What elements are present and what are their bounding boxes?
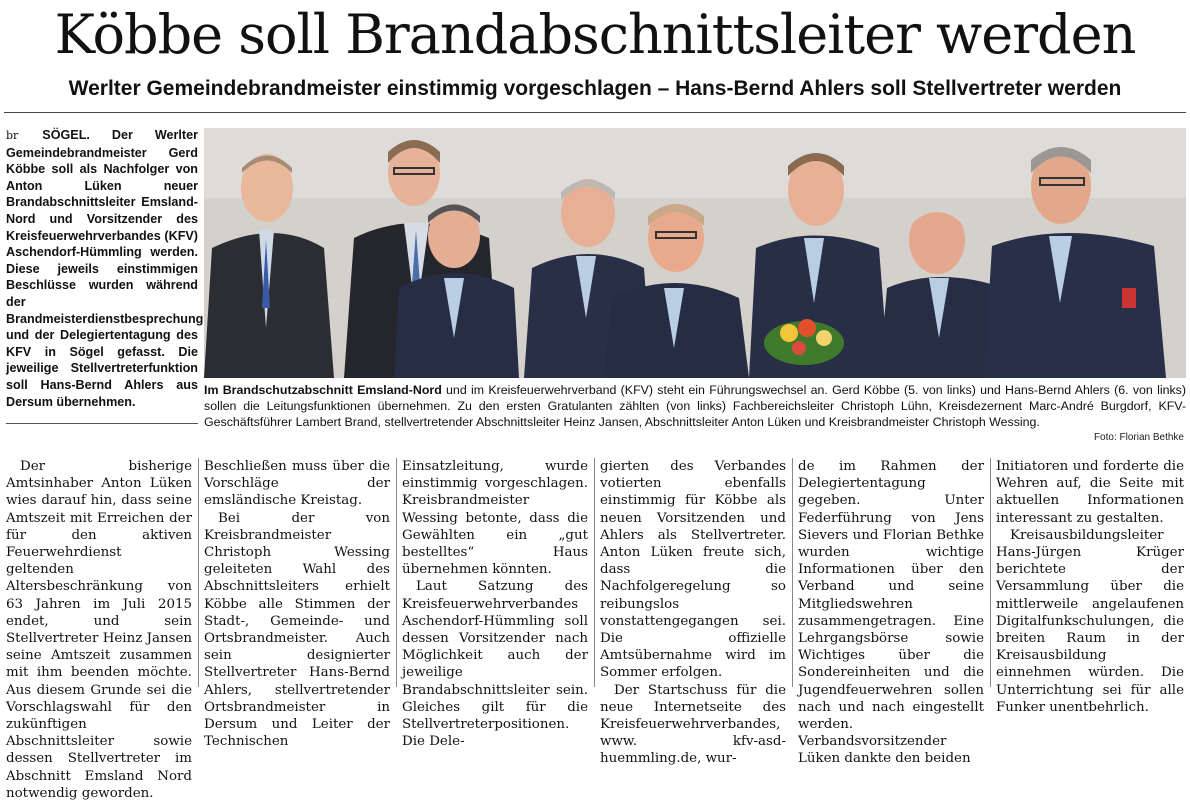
article-column-4 — [600, 458, 786, 768]
paragraph: Beschließen muss über die Vorschläge der emsländische Kreistag. — [204, 459, 390, 509]
column-divider — [792, 458, 793, 687]
paragraph: Bei der von Kreisbrandmeister Christoph Wessing geleiteten Wahl des Abschnittsleiters erhielt Köbbe alle Stimmen der Stadt-, Gemeinde- und Ortsbrandmeister. Auch sein designierter Stellvertreter Hans-Bernd Ahlers, stellvertretender Ortsbrandmeister in Dersum und Leiter der Technischen — [204, 510, 390, 750]
article-column-2 — [204, 458, 390, 750]
paragraph: Initiatoren und forderte die Wehren auf, die Seite mit aktuellen Informationen interessant zu gestalten. — [996, 459, 1184, 526]
paragraph: Laut Satzung des Kreisfeuerwehrverbandes Aschendorf-Hümmling soll dessen Vorsitzender nach Möglichkeit auch der jeweilige Brandabschnittsleiter sein. Gleiches gilt für die Stellvertreterpositionen. Die Dele- — [402, 579, 588, 750]
group-photo-illustration — [204, 128, 1186, 378]
paragraph: Kreisausbildungsleiter Hans-Jürgen Krüger berichtete der Versammlung über die mittlerweile angelaufenen Digitalfunkschulungen, die breiten Raum in der Kreisausbildung einnehmen würden. Die Unterrichtung sei für alle Funker unentbehrlich. — [996, 527, 1184, 715]
photo-caption — [204, 382, 1186, 431]
paragraph: Der bisherige Amtsinhaber Anton Lüken wies darauf hin, dass seine Amtszeit mit Erreichen der für den aktiven Feuerwehrdienst geltenden Altersbeschränkung von 63 Jahren im Juli 2015 endet, und sein Stellvertreter Heinz Jansen seine Amtszeit zusammen mit ihm beenden möchte. Aus diesem Grunde sei die Vorschlagswahl für den zukünftigen Abschnittsleiter sowie dessen Stellvertreter im Abschnitt Emsland Nord notwendig geworden. — [6, 459, 192, 801]
paragraph: gierten des Verbandes votierten ebenfalls einstimmig für Köbbe als neuen Vorsitzenden und Ahlers als Stellvertreter. Anton Lüken freute sich, dass die Nachfolgeregelung so reibungslos vonstattengegangen sei. Die offizielle Amtsübernahme wird im Sommer erfolgen. — [600, 459, 786, 681]
lead-text: SÖGEL. Der Werlter Gemeindebrandmeister Gerd Köbbe soll als Nachfolger von Anton Lüken neuer Brandabschnittsleiter Emsland-Nord und Vorsitzender des Kreisfeuerwehrverbandes (KFV) Aschendorf-Hümmling werden. Diese jeweils einstimmigen Beschlüsse wurden während der Brandmeisterdienstbesprechung und der Delegiertentagung des KFV in Sögel gefasst. Die jeweilige Stellvertreterfunktion soll Hans-Bernd Ahlers aus Dersum übernehmen. — [6, 128, 204, 409]
column-divider — [990, 458, 991, 687]
caption-lead: Im Brandschutzabschnitt Emsland-Nord — [204, 383, 442, 397]
group-photo — [204, 128, 1186, 378]
article-column-6 — [996, 458, 1184, 716]
column-divider — [594, 458, 595, 687]
column-divider — [396, 458, 397, 687]
paragraph: de im Rahmen der Delegiertentagung gegeben. Unter Federführung von Jens Sievers und Florian Bethke wurden wichtige Informationen über den Verband und seine Mitgliedswehren zusammengetragen. Eine Lehrgangsbörse sowie Wichtiges über die Sondereinheiten und die Jugendfeuerwehren sollen nach und nach eingestellt werden. Verbandsvorsitzender Lüken dankte den beiden — [798, 459, 984, 767]
column-divider — [198, 458, 199, 687]
paragraph: Der Startschuss für die neue Internetseite des Kreisfeuerwehrverbandes, www. kfv-asd-huemmling.de, wur- — [600, 682, 786, 767]
article-column-3 — [402, 458, 588, 750]
lead-rule — [6, 423, 198, 424]
paragraph: Einsatzleitung, wurde einstimmig vorgeschlagen. Kreisbrandmeister Wessing betonte, dass die Gewählten ein „gut bestelltes“ Haus übernehmen könnten. — [402, 459, 588, 578]
subheadline: Werlter Gemeindebrandmeister einstimmig vorgeschlagen – Hans-Bernd Ahlers soll Stellvertreter werden — [68, 77, 1122, 100]
photo-credit: Foto: Florian Bethke — [1093, 432, 1184, 443]
author-initials: br — [6, 129, 19, 142]
caption-text: und im Kreisfeuerwehrverband (KFV) steht ein Führungswechsel an. Gerd Köbbe (5. von links) und Hans-Bernd Ahlers (6. von links) sollen die Leitungsfunktionen übernehmen. Zu den ersten Gratulanten zählten (von links) Fachbereichsleiter Christoph Lühn, Kreisdezernent Marc-André Burgdorf, KFV-Geschäftsführer Lambert Brand, stellvertretender Abschnittsleiter Heinz Jansen, Abschnittsleiter Anton Lüken und Kreisbrandmeister Christoph Wessing. — [204, 383, 1186, 430]
article-column-5 — [798, 458, 984, 768]
headline: Köbbe soll Brandabschnittsleiter werden — [54, 3, 1136, 66]
header-rule — [4, 112, 1186, 113]
article-column-1 — [6, 458, 192, 802]
lead-paragraph — [6, 127, 204, 410]
